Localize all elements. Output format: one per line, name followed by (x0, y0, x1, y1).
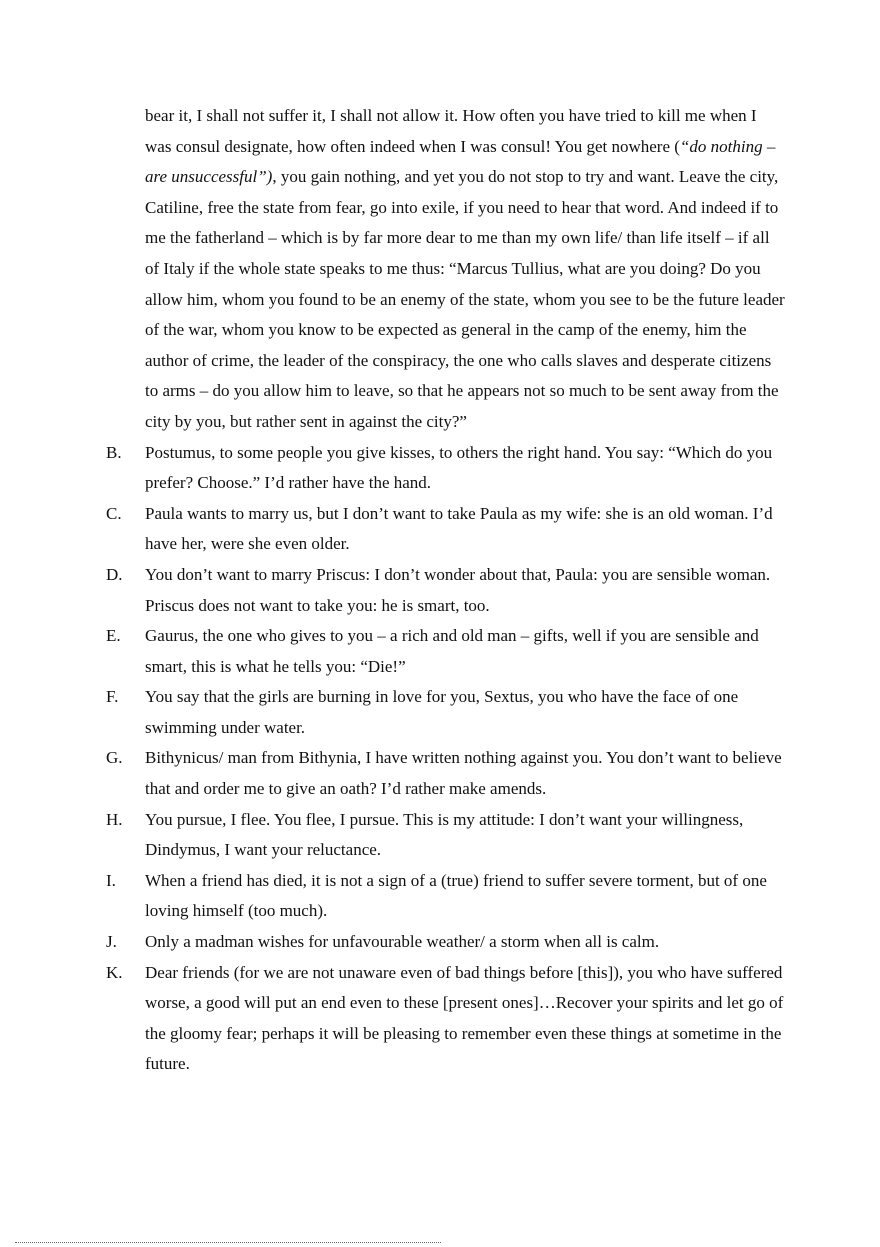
list-item-g (106, 743, 785, 804)
item-text: Bithynicus/ man from Bithynia, I have written nothing against you. You don’t want to believe that and order me to give an oath? I’d rather make amends. (145, 748, 782, 799)
item-letter: B. (106, 442, 122, 462)
translation-text (106, 101, 785, 1080)
item-text: Dear friends (for we are not unaware even of bad things before [this]), you who have suffered worse, a good will put an end even to these [present ones]…Recover your spirits and let go of the gloomy fear; perhaps it will be pleasing to remember even these things at sometime in the future. (145, 962, 784, 1074)
item-text: You don’t want to marry Priscus: I don’t wonder about that, Paula: you are sensible woman. Priscus does not want to take you: he is smart, too. (145, 564, 771, 615)
item-letter: D. (106, 564, 123, 584)
intro-paragraph (145, 101, 785, 438)
item-letter: I. (106, 870, 116, 890)
list-item-d (106, 560, 785, 621)
intro-text-start: bear it, I shall not suffer it, I shall not allow it. How often you have tried to kill me when I was consul designate, how often indeed when I was consul! You get nowhere ( (145, 106, 757, 156)
item-letter: F. (106, 687, 119, 707)
footnote-separator-line (15, 1242, 441, 1243)
item-text: You say that the girls are burning in love for you, Sextus, you who have the face of one swimming under water. (145, 687, 739, 737)
list-item-k (106, 958, 785, 1080)
list-item-j (106, 927, 785, 958)
item-text: Paula wants to marry us, but I don’t want to take Paula as my wife: she is an old woman. I’d have her, were she even older. (145, 503, 773, 554)
item-text: Only a madman wishes for unfavourable weather/ a storm when all is calm. (145, 932, 660, 952)
item-text: Postumus, to some people you give kisses, to others the right hand. You say: “Which do you prefer? Choose.” I’d rather have the hand. (145, 442, 773, 493)
item-text: Gaurus, the one who gives to you – a rich and old man – gifts, well if you are sensible and smart, this is what he tells you: “Die!” (145, 626, 759, 676)
item-letter: H. (106, 809, 123, 829)
item-text: You pursue, I flee. You flee, I pursue. This is my attitude: I don’t want your willingness, Dindymus, I want your reluctance. (145, 809, 744, 860)
item-letter: G. (106, 748, 123, 768)
item-letter: J. (106, 932, 117, 952)
list-item-c (106, 499, 785, 560)
item-letter: C. (106, 503, 122, 523)
intro-text-end: , you gain nothing, and yet you do not stop to try and want. Leave the city, Catiline, free the state from fear, go into exile, if you need to hear that word. And indeed if to me the fatherland – which is by far more dear to me than my own life/ than life itself – if all of Italy if the whole state speaks to me thus: “Marcus Tullius, what are you doing? Do you allow him, whom you found to be an enemy of the state, whom you see to be the future leader of the war, whom you know to be expected as general in the camp of the enemy, him the author of crime, the leader of the conspiracy, the one who calls slaves and desperate citizens to arms – do you allow him to leave, so that he appears not so much to be sent away from the city by you, but rather sent in against the city?” (145, 167, 785, 431)
list-item-i (106, 866, 785, 927)
item-letter: K. (106, 962, 123, 982)
list-item-b (106, 438, 785, 499)
list-item-e (106, 621, 785, 682)
list-item-f (106, 682, 785, 743)
item-text: When a friend has died, it is not a sign of a (true) friend to suffer severe torment, but of one loving himself (too much). (145, 870, 767, 921)
list-item-h (106, 805, 785, 866)
intro-italic-gloss: “do nothing – are unsuccessful”) (145, 136, 776, 187)
item-letter: E. (106, 626, 121, 646)
